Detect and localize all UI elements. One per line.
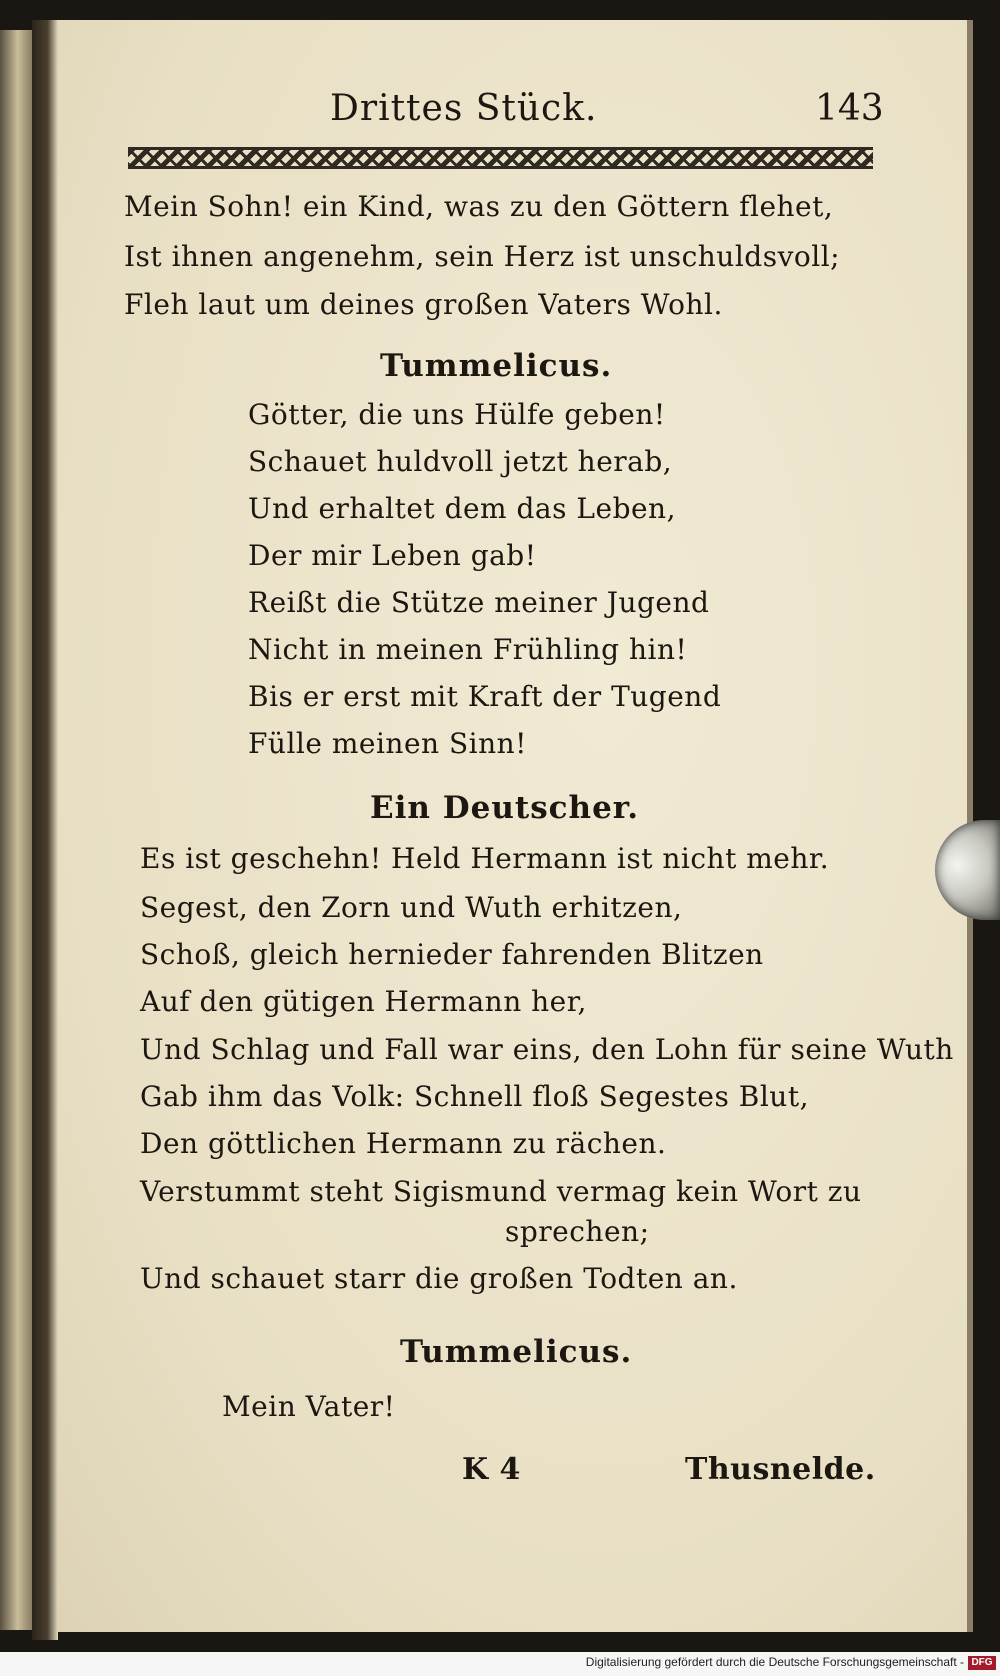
song-line: Fülle meinen Sinn! [248,727,527,760]
verse-line: Segest, den Zorn und Wuth erhitzen, [140,891,683,924]
song-line: Götter, die uns Hülfe geben! [248,398,666,431]
funding-credit: Digitalisierung gefördert durch die Deutsche Forschungsgemeinschaft - [585,1655,964,1669]
verse-line: Gab ihm das Volk: Schnell floß Segestes Blut, [140,1080,809,1113]
catchword: Thusnelde. [685,1452,876,1487]
verse-line: Verstummt steht Sigismund vermag kein Wort zu [140,1175,862,1208]
verse-line: Es ist geschehn! Held Hermann ist nicht mehr. [140,842,830,875]
song-line: Schauet huldvoll jetzt herab, [248,445,673,478]
song-line: Reißt die Stütze meiner Jugend [248,586,710,619]
verse-line: Auf den gütigen Hermann her, [140,985,587,1018]
adjacent-page-edge [0,30,32,1630]
verse-line: Und Schlag und Fall war eins, den Lohn für seine Wuth [140,1033,954,1066]
ornamental-rule [128,147,873,169]
page-number: 143 [815,88,884,129]
verse-line: Schoß, gleich hernieder fahrenden Blitzen [140,938,764,971]
speaker-name: Ein Deutscher. [370,790,640,826]
song-line: Und erhaltet dem das Leben, [248,492,676,525]
verse-line: Fleh laut um deines großen Vaters Wohl. [124,288,723,321]
verse-line-continuation: sprechen; [505,1215,650,1248]
verse-line: Mein Vater! [222,1390,396,1423]
verse-line: Den göttlichen Hermann zu rächen. [140,1127,667,1160]
speaker-name: Tummelicus. [380,348,613,384]
running-header: Drittes Stück. [330,88,598,129]
song-line: Der mir Leben gab! [248,539,537,572]
speaker-name: Tummelicus. [400,1334,633,1370]
verse-line: Mein Sohn! ein Kind, was zu den Göttern flehet, [124,190,834,223]
verse-line: Ist ihnen angenehm, sein Herz ist unschuldsvoll; [124,240,841,273]
song-line: Nicht in meinen Frühling hin! [248,633,688,666]
verse-line: Und schauet starr die großen Todten an. [140,1262,738,1295]
signature-mark: K 4 [462,1452,521,1487]
dfg-logo: DFG [968,1656,996,1670]
song-line: Bis er erst mit Kraft der Tugend [248,680,722,713]
book-gutter [32,20,58,1640]
